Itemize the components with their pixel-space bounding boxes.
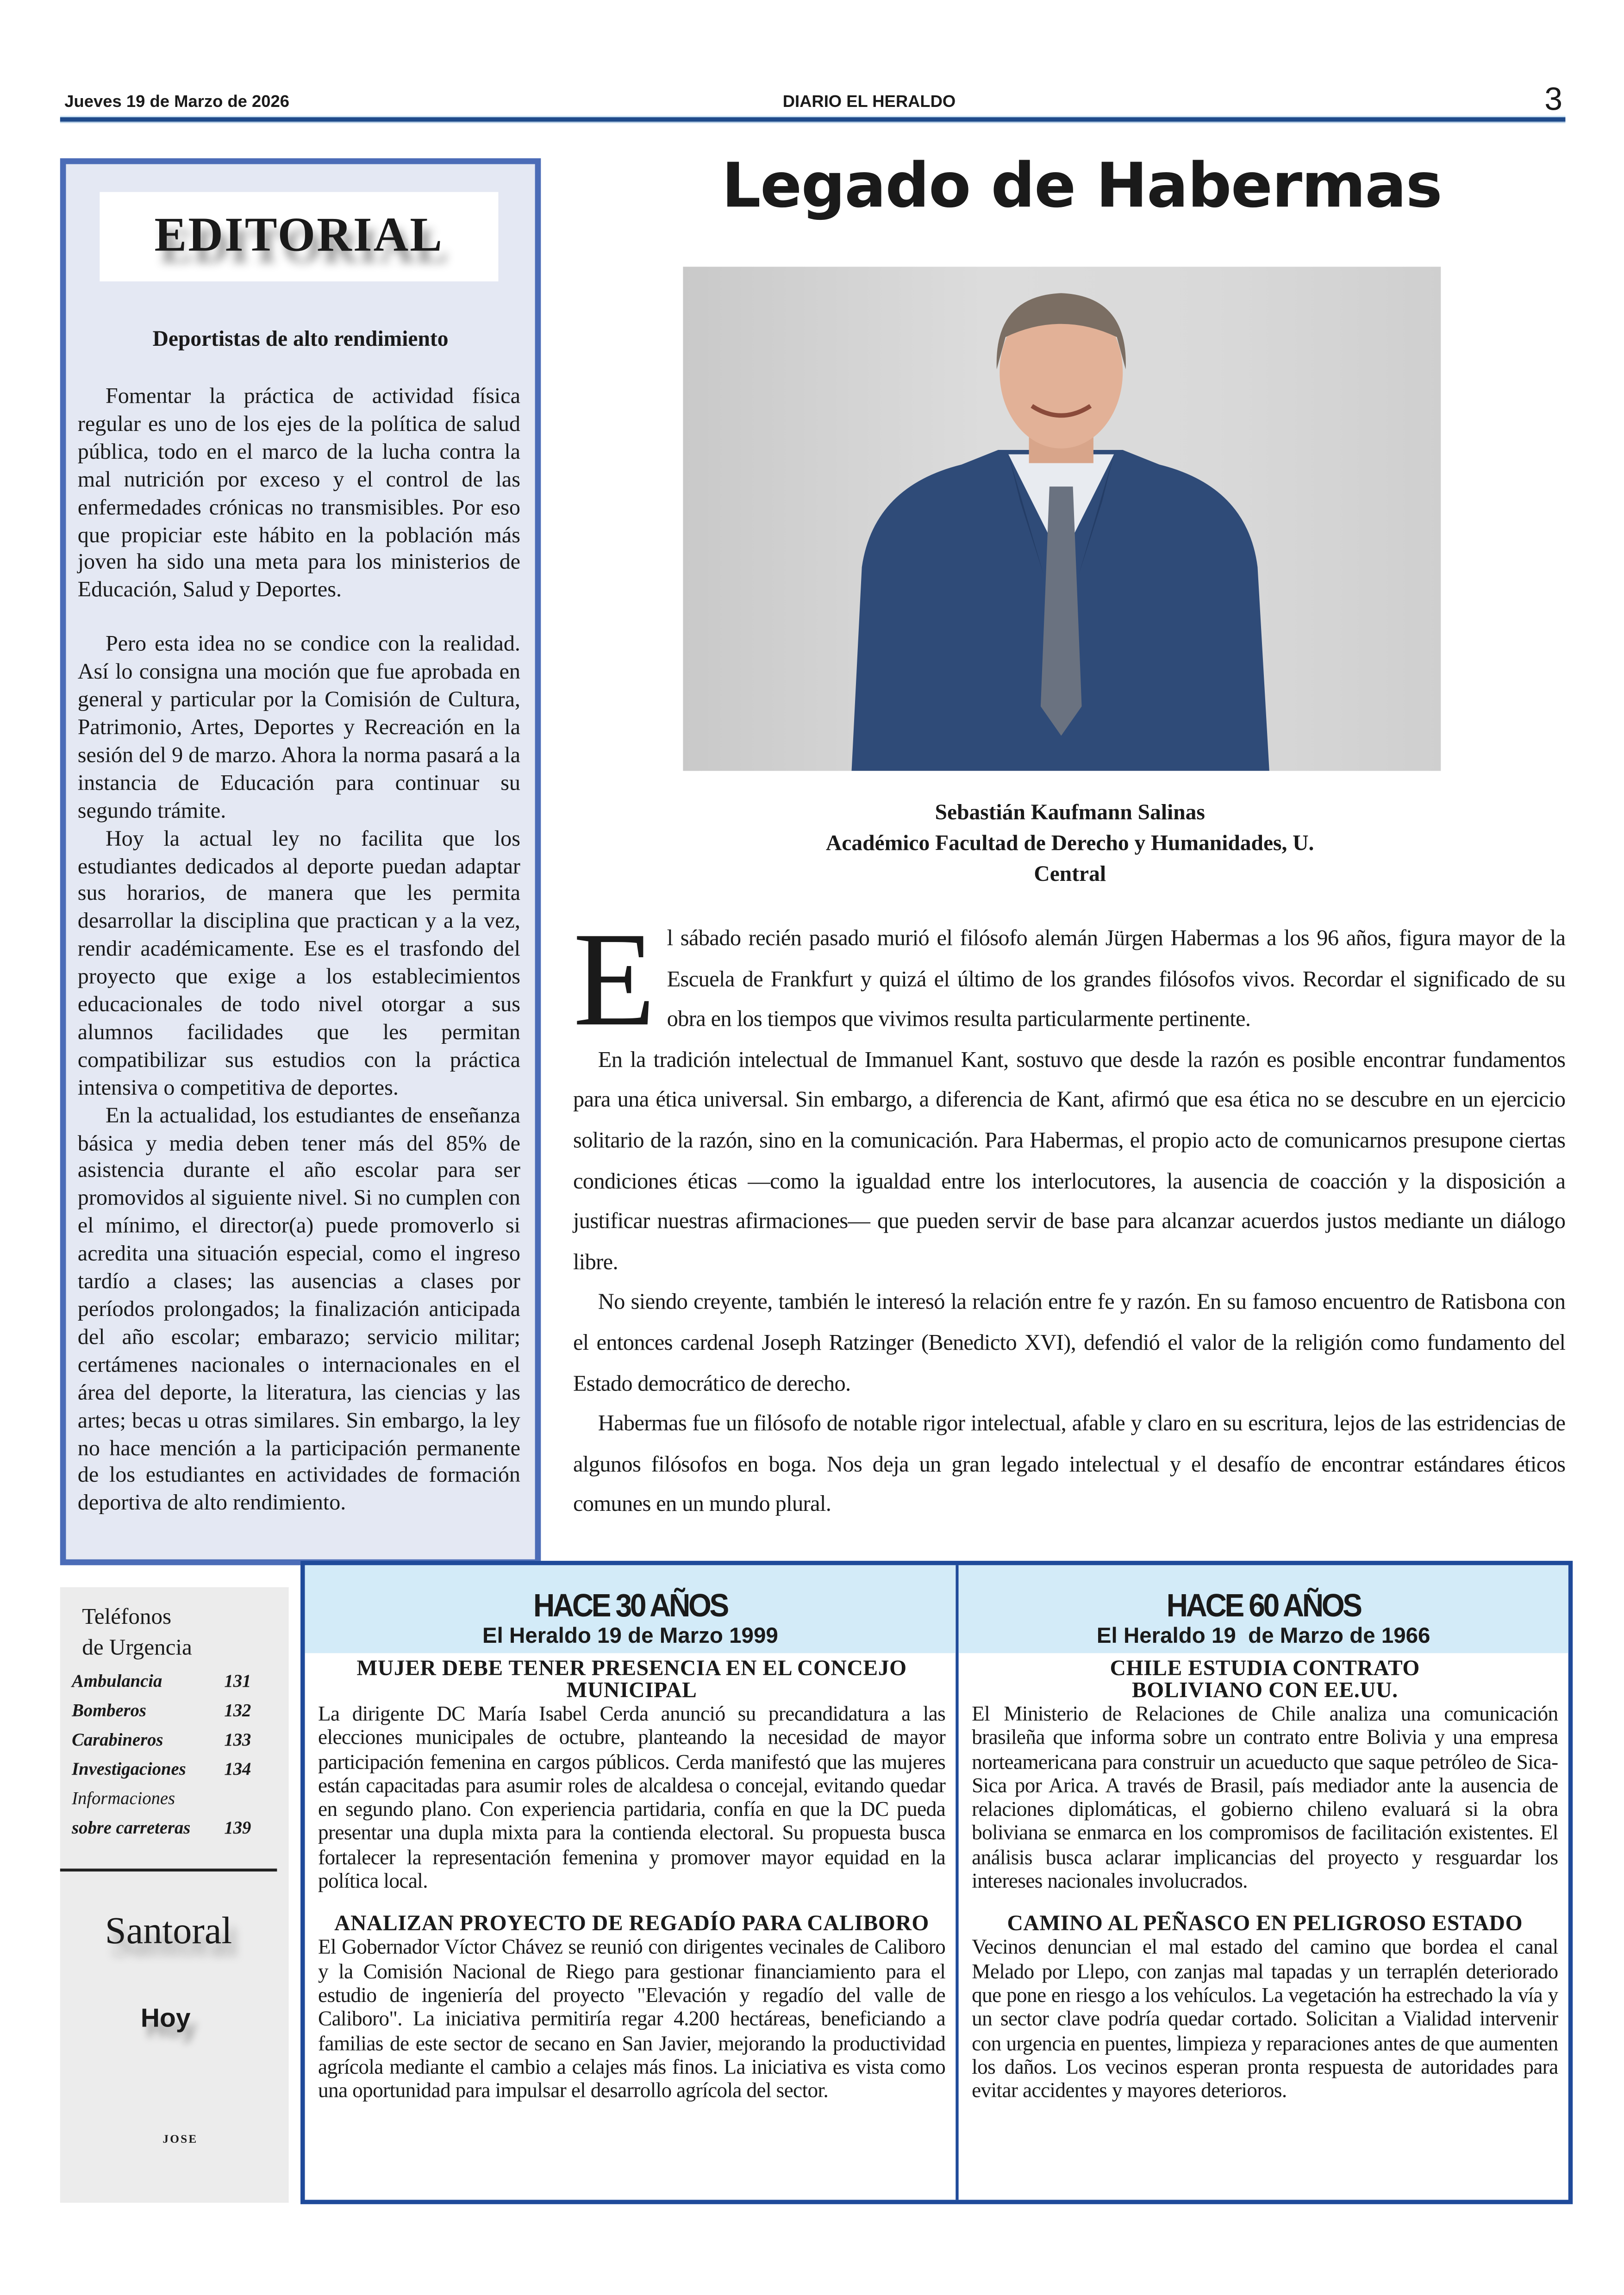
history-story — [305, 1894, 956, 2104]
newspaper-name: DIARIO EL HERALDO — [782, 94, 956, 112]
portrait-image — [683, 267, 1441, 771]
phone-label: Investigaciones — [72, 1759, 186, 1779]
phone-number: 131 — [224, 1671, 251, 1691]
phones-title — [82, 1602, 192, 1664]
article-paragraph: En la tradición intelectual de Immanuel Kant, sostuvo que desde la razón es posible encontrar fundamentos para una ética universal. Sin embargo, a diferencia de Kant, afirmó que esa ética no se descubre en un ejercicio solitario de la razón, sino en la comunicación. Para Habermas, el propio acto de comunicarnos presupone ciertas condiciones éticas —como la igualdad entre los interlocutores, la ausencia de coacción y la disposición a justificar nuestras afirmaciones— que pueden servir de base para alcanzar acuerdos justos mediante un diálogo libre. — [573, 1048, 1566, 1275]
phone-row — [72, 1700, 277, 1722]
phone-number: 133 — [224, 1729, 251, 1750]
editorial-paragraph: Hoy la actual ley no facilita que los estudiantes dedicados al deporte puedan adaptar sus horarios, de manera que les permita desarrollar la disciplina que practican y a la vez, rendir académicamente. Ese es el trasfondo del proyecto que exige a los establecimientos educacionales de todo nivel otorgar a sus alumnos facilidades que les permitan compatibilizar sus estudios con la práctica intensiva o competitiva de deportes. — [77, 826, 520, 1100]
article-paragraph — [573, 904, 1566, 1054]
phone-label: sobre carreteras — [72, 1817, 191, 1838]
history-story — [959, 1653, 1568, 1894]
author-role: Académico Facultad de Derecho y Humanidades, U. Central — [825, 832, 1314, 887]
story-headline: CHILE ESTUDIA CONTRATO BOLIVIANO CON EE.UU. — [1110, 1657, 1420, 1703]
phone-number: 134 — [224, 1759, 251, 1779]
santoral-title: Santoral — [105, 1909, 232, 1952]
story-headline: MUJER DEBE TENER PRESENCIA EN EL CONCEJO MUNICIPAL — [356, 1657, 907, 1703]
story-headline: ANALIZAN PROYECTO DE REGADÍO PARA CALIBORO — [334, 1913, 930, 1937]
editorial-paragraph: Pero esta idea no se condice con la realidad. Así lo consigna una moción que fue aprobada en general y particular por la Comisión de Cultura, Patrimonio, Artes, Deportes y Recreación en la sesión del 9 de marzo. Ahora la norma pasará a la instancia de Educación para continuar su segundo trámite. — [77, 632, 520, 823]
editorial-label: EDITORIAL — [154, 209, 444, 262]
article-headline: Legado de Habermas — [721, 149, 1442, 222]
santoral-saint: JOSE — [162, 2132, 198, 2146]
history-title: HACE 60 AÑOS — [1166, 1587, 1361, 1624]
phone-number: 139 — [224, 1817, 251, 1838]
author-name: Sebastián Kaufmann Salinas — [935, 801, 1205, 825]
phone-row — [72, 1729, 277, 1751]
article-paragraph: No siendo creyente, también le interesó la relación entre fe y razón. En su famoso encuentro de Ratisbona con el entonces cardenal Joseph Ratzinger (Benedicto XVI), defendió el valor de la religión como fundamento del Estado democrático de derecho. — [573, 1290, 1566, 1396]
history-subtitle: El Heraldo 19 de Marzo 1999 — [482, 1624, 778, 1649]
phone-row — [72, 1788, 277, 1810]
phone-row — [72, 1817, 277, 1839]
author-photo — [683, 267, 1441, 771]
issue-date: Jueves 19 de Marzo de 2026 — [64, 94, 290, 112]
phone-row — [72, 1671, 277, 1692]
history-subtitle: El Heraldo 19 de Marzo de 1966 — [1096, 1624, 1430, 1649]
history-header — [305, 1565, 956, 1653]
drop-cap: E — [573, 904, 656, 1054]
article-body — [573, 904, 1566, 1525]
phone-number: 132 — [224, 1700, 251, 1721]
editorial-paragraph: Fomentar la práctica de actividad física regular es uno de los ejes de la política de salud pública, todo en el marco de la lucha contra la mal nutrición por exceso y el control de las enfermedades crónicas no transmisibles. Por eso que propiciar este hábito en la población más joven ha sido una meta para los ministerios de Educación, Salud y Deportes. — [77, 384, 520, 603]
santoral-today-label: Hoy — [140, 2003, 191, 2033]
editorial-label-box — [100, 192, 498, 281]
story-body: Vecinos denuncian el mal estado del camino que bordea el canal Melado por Llepo, con zanjas mal tapadas y un terraplén deteriorado que pone en riesgo a los vehículos. La vegetación ha estrechado la vía y un sector clave podría quedar cortado. Solicitan a Vialidad intervenir con urgencia en puentes, limpieza y reparaciones antes de que aumenten los daños. Los vecinos esperan pronta respuesta de autoridades para evitar accidentes y mayores deterioros. — [972, 1936, 1558, 2103]
header-rule — [60, 117, 1566, 121]
phone-row — [72, 1759, 277, 1780]
article-first-text: l sábado recién pasado murió el filósofo alemán Jürgen Habermas a los 96 años, figura mayor de la Escuela de Frankfurt y quizá el último de los grandes filósofos vivos. Recordar el significado de su obra en los tiempos que vivimos resulta particularmente pertinente. — [667, 926, 1566, 1032]
history-30-years — [305, 1565, 959, 2200]
phone-label: Informaciones — [72, 1788, 175, 1809]
author-caption — [821, 799, 1319, 891]
phones-title-line: Teléfonos — [82, 1604, 172, 1630]
editorial-body — [78, 384, 520, 1519]
phone-label: Carabineros — [72, 1729, 163, 1750]
editorial-title: Deportistas de alto rendimiento — [152, 328, 449, 352]
story-body: El Ministerio de Relaciones de Chile analiza una comunicación brasileña que informa sobre un contrato entre Bolivia y una empresa norteamericana para construir un acueducto que saque petróleo de Sica-Sica por Arica. A través de Brasil, país mediador ante la ausencia de relaciones diplomáticas, el gobierno chileno evaluará si la obra boliviana se enmarca en los compromisos de facilitación existentes. El análisis busca aclarar implicancias del proyecto y resguardar los intereses nacionales involucrados. — [972, 1703, 1558, 1894]
emergency-phones-panel — [60, 1587, 289, 2203]
editorial-paragraph: En la actualidad, los estudiantes de enseñanza básica y media deben tener más del 85% de asistencia durante el año escolar para ser promovidos al siguiente nivel. Si no cumplen con el mínimo, el director(a) puede promoverlo si acredita una situación especial, como el ingreso tardío a clases; las ausencias a clases por períodos prolongados; la finalización anticipada del año escolar; embarazo; servicio militar; certámenes nacionales o internacionales en el área del deporte, la literatura, las ciencias y las artes; becas u otras similares. Sin embargo, la ley no hace mención a la participación permanente de los estudiantes en actividades de formación deportiva de alto rendimiento. — [77, 1103, 520, 1516]
history-box — [300, 1561, 1573, 2204]
history-title: HACE 30 AÑOS — [533, 1587, 727, 1624]
history-story — [959, 1894, 1568, 2104]
phone-label: Ambulancia — [72, 1671, 162, 1691]
story-body: El Gobernador Víctor Chávez se reunió con dirigentes vecinales de Caliboro y la Comisión Nacional de Riego para gestionar financiamiento para el estudio de ingeniería del proyecto "Elevación y regadío del valle de Caliboro". La iniciativa permitiría regar 4.200 hectáreas, beneficiando a familias de este sector de secano en San Javier, mejorando la productividad agrícola mediante el cambio a celajes más finos. La iniciativa es vista como una oportunidad para impulsar el desarrollo agrícola del sector. — [318, 1936, 946, 2103]
phone-label: Bomberos — [72, 1700, 146, 1721]
page-number: 3 — [1544, 81, 1563, 118]
editorial-box — [60, 158, 541, 1565]
article-paragraph: Habermas fue un filósofo de notable rigor intelectual, afable y claro en su escritura, lejos de las estridencias de algunos filósofos en boga. Nos deja un gran legado intelectual y el desafío de encontrar estándares éticos comunes en un mundo plural. — [573, 1411, 1566, 1517]
history-60-years — [959, 1565, 1568, 2200]
divider — [60, 1869, 277, 1871]
story-body: La dirigente DC María Isabel Cerda anunció su precandidatura a las elecciones municipales de octubre, planteando la necesidad de mayor participación femenina en cargos públicos. Cerda manifestó que las mujeres están capacitadas para asumir roles de alcaldesa o concejal, evitando quedar en segundo plano. Con experiencia partidaria, confía en que la DC pueda presentar una dupla mixta para la contienda electoral. Su propuesta busca fortalecer la representación femenina y promover mayor equidad en la política local. — [318, 1703, 946, 1894]
story-headline: CAMINO AL PEÑASCO EN PELIGROSO ESTADO — [1007, 1913, 1523, 1937]
history-header — [959, 1565, 1568, 1653]
history-story — [305, 1653, 956, 1894]
phones-title-line: de Urgencia — [82, 1635, 192, 1661]
